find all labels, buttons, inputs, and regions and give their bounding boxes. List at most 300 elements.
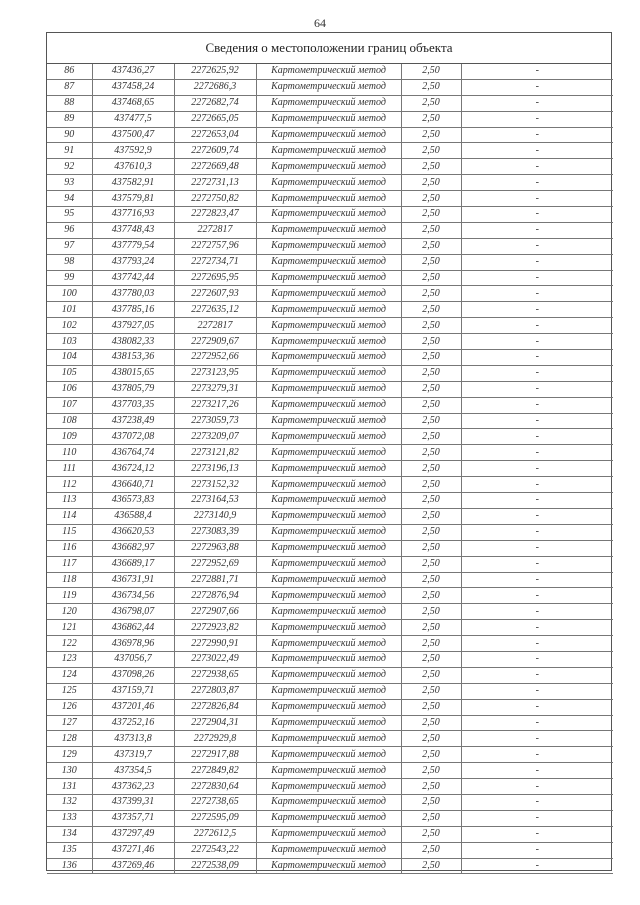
description-cell: - xyxy=(461,286,613,302)
y-coordinate-cell: 2272635,12 xyxy=(174,302,256,318)
description-cell: - xyxy=(461,397,613,413)
description-cell: - xyxy=(461,334,613,350)
y-coordinate-cell: 2273140,9 xyxy=(174,508,256,524)
description-cell: - xyxy=(461,636,613,652)
table-row xyxy=(47,508,613,524)
accuracy-cell: 2,50 xyxy=(401,747,461,763)
y-coordinate-cell: 2272738,65 xyxy=(174,794,256,810)
accuracy-cell: 2,50 xyxy=(401,508,461,524)
method-cell: Картометрический метод xyxy=(256,858,401,874)
table-row xyxy=(47,334,613,350)
description-cell: - xyxy=(461,715,613,731)
x-coordinate-cell: 436640,71 xyxy=(92,477,174,493)
description-cell: - xyxy=(461,604,613,620)
x-coordinate-cell: 437780,03 xyxy=(92,286,174,302)
point-number-cell: 107 xyxy=(47,397,92,413)
accuracy-cell: 2,50 xyxy=(401,493,461,509)
point-number-cell: 93 xyxy=(47,175,92,191)
accuracy-cell: 2,50 xyxy=(401,397,461,413)
accuracy-cell: 2,50 xyxy=(401,858,461,874)
description-cell: - xyxy=(461,493,613,509)
accuracy-cell: 2,50 xyxy=(401,334,461,350)
accuracy-cell: 2,50 xyxy=(401,826,461,842)
method-cell: Картометрический метод xyxy=(256,334,401,350)
y-coordinate-cell: 2272607,93 xyxy=(174,286,256,302)
point-number-cell: 95 xyxy=(47,207,92,223)
x-coordinate-cell: 437354,5 xyxy=(92,763,174,779)
point-number-cell: 128 xyxy=(47,731,92,747)
x-coordinate-cell: 437313,8 xyxy=(92,731,174,747)
x-coordinate-cell: 436764,74 xyxy=(92,445,174,461)
table-row xyxy=(47,636,613,652)
accuracy-cell: 2,50 xyxy=(401,79,461,95)
method-cell: Картометрический метод xyxy=(256,238,401,254)
point-number-cell: 108 xyxy=(47,413,92,429)
accuracy-cell: 2,50 xyxy=(401,111,461,127)
point-number-cell: 113 xyxy=(47,493,92,509)
method-cell: Картометрический метод xyxy=(256,111,401,127)
description-cell: - xyxy=(461,747,613,763)
point-number-cell: 120 xyxy=(47,604,92,620)
point-number-cell: 86 xyxy=(47,64,92,79)
accuracy-cell: 2,50 xyxy=(401,461,461,477)
method-cell: Картометрический метод xyxy=(256,254,401,270)
table-row xyxy=(47,461,613,477)
accuracy-cell: 2,50 xyxy=(401,620,461,636)
table-row xyxy=(47,667,613,683)
table-row xyxy=(47,318,613,334)
x-coordinate-cell: 437477,5 xyxy=(92,111,174,127)
accuracy-cell: 2,50 xyxy=(401,731,461,747)
accuracy-cell: 2,50 xyxy=(401,524,461,540)
point-number-cell: 100 xyxy=(47,286,92,302)
table-row xyxy=(47,572,613,588)
accuracy-cell: 2,50 xyxy=(401,683,461,699)
x-coordinate-cell: 437098,26 xyxy=(92,667,174,683)
y-coordinate-cell: 2273022,49 xyxy=(174,651,256,667)
y-coordinate-cell: 2273152,32 xyxy=(174,477,256,493)
table-row xyxy=(47,445,613,461)
x-coordinate-cell: 437468,65 xyxy=(92,95,174,111)
y-coordinate-cell: 2272609,74 xyxy=(174,143,256,159)
point-number-cell: 112 xyxy=(47,477,92,493)
table-row xyxy=(47,858,613,874)
y-coordinate-cell: 2272881,71 xyxy=(174,572,256,588)
method-cell: Картометрический метод xyxy=(256,842,401,858)
point-number-cell: 94 xyxy=(47,191,92,207)
y-coordinate-cell: 2272803,87 xyxy=(174,683,256,699)
method-cell: Картометрический метод xyxy=(256,556,401,572)
x-coordinate-cell: 436724,12 xyxy=(92,461,174,477)
accuracy-cell: 2,50 xyxy=(401,604,461,620)
point-number-cell: 134 xyxy=(47,826,92,842)
description-cell: - xyxy=(461,79,613,95)
accuracy-cell: 2,50 xyxy=(401,222,461,238)
point-number-cell: 129 xyxy=(47,747,92,763)
y-coordinate-cell: 2273279,31 xyxy=(174,381,256,397)
accuracy-cell: 2,50 xyxy=(401,810,461,826)
coordinates-table xyxy=(47,64,613,874)
x-coordinate-cell: 437362,23 xyxy=(92,779,174,795)
y-coordinate-cell: 2272849,82 xyxy=(174,763,256,779)
x-coordinate-cell: 437357,71 xyxy=(92,810,174,826)
method-cell: Картометрический метод xyxy=(256,302,401,318)
method-cell: Картометрический метод xyxy=(256,270,401,286)
point-number-cell: 103 xyxy=(47,334,92,350)
point-number-cell: 114 xyxy=(47,508,92,524)
table-row xyxy=(47,175,613,191)
y-coordinate-cell: 2272826,84 xyxy=(174,699,256,715)
method-cell: Картометрический метод xyxy=(256,683,401,699)
table-row xyxy=(47,381,613,397)
y-coordinate-cell: 2272817 xyxy=(174,318,256,334)
method-cell: Картометрический метод xyxy=(256,524,401,540)
description-cell: - xyxy=(461,651,613,667)
table-row xyxy=(47,159,613,175)
table-row xyxy=(47,604,613,620)
point-number-cell: 116 xyxy=(47,540,92,556)
method-cell: Картометрический метод xyxy=(256,318,401,334)
table-row xyxy=(47,207,613,223)
y-coordinate-cell: 2272823,47 xyxy=(174,207,256,223)
method-cell: Картометрический метод xyxy=(256,779,401,795)
description-cell: - xyxy=(461,540,613,556)
description-cell: - xyxy=(461,127,613,143)
accuracy-cell: 2,50 xyxy=(401,651,461,667)
point-number-cell: 106 xyxy=(47,381,92,397)
description-cell: - xyxy=(461,461,613,477)
method-cell: Картометрический метод xyxy=(256,636,401,652)
point-number-cell: 111 xyxy=(47,461,92,477)
point-number-cell: 119 xyxy=(47,588,92,604)
y-coordinate-cell: 2273083,39 xyxy=(174,524,256,540)
y-coordinate-cell: 2272734,71 xyxy=(174,254,256,270)
x-coordinate-cell: 437805,79 xyxy=(92,381,174,397)
accuracy-cell: 2,50 xyxy=(401,286,461,302)
y-coordinate-cell: 2273123,95 xyxy=(174,365,256,381)
table-row xyxy=(47,524,613,540)
point-number-cell: 101 xyxy=(47,302,92,318)
y-coordinate-cell: 2272990,91 xyxy=(174,636,256,652)
description-cell: - xyxy=(461,318,613,334)
x-coordinate-cell: 437716,93 xyxy=(92,207,174,223)
y-coordinate-cell: 2272917,88 xyxy=(174,747,256,763)
description-cell: - xyxy=(461,238,613,254)
method-cell: Картометрический метод xyxy=(256,572,401,588)
table-row xyxy=(47,826,613,842)
accuracy-cell: 2,50 xyxy=(401,127,461,143)
y-coordinate-cell: 2272907,66 xyxy=(174,604,256,620)
table-row xyxy=(47,413,613,429)
accuracy-cell: 2,50 xyxy=(401,238,461,254)
y-coordinate-cell: 2272543,22 xyxy=(174,842,256,858)
description-cell: - xyxy=(461,667,613,683)
method-cell: Картометрический метод xyxy=(256,493,401,509)
accuracy-cell: 2,50 xyxy=(401,667,461,683)
method-cell: Картометрический метод xyxy=(256,286,401,302)
point-number-cell: 110 xyxy=(47,445,92,461)
description-cell: - xyxy=(461,477,613,493)
accuracy-cell: 2,50 xyxy=(401,588,461,604)
table-row xyxy=(47,222,613,238)
method-cell: Картометрический метод xyxy=(256,143,401,159)
accuracy-cell: 2,50 xyxy=(401,381,461,397)
point-number-cell: 121 xyxy=(47,620,92,636)
point-number-cell: 133 xyxy=(47,810,92,826)
table-row xyxy=(47,79,613,95)
method-cell: Картометрический метод xyxy=(256,763,401,779)
method-cell: Картометрический метод xyxy=(256,429,401,445)
point-number-cell: 91 xyxy=(47,143,92,159)
y-coordinate-cell: 2272625,92 xyxy=(174,64,256,79)
description-cell: - xyxy=(461,207,613,223)
method-cell: Картометрический метод xyxy=(256,747,401,763)
description-cell: - xyxy=(461,445,613,461)
x-coordinate-cell: 436731,91 xyxy=(92,572,174,588)
accuracy-cell: 2,50 xyxy=(401,779,461,795)
x-coordinate-cell: 437072,08 xyxy=(92,429,174,445)
method-cell: Картометрический метод xyxy=(256,794,401,810)
x-coordinate-cell: 437742,44 xyxy=(92,270,174,286)
accuracy-cell: 2,50 xyxy=(401,95,461,111)
point-number-cell: 88 xyxy=(47,95,92,111)
description-cell: - xyxy=(461,429,613,445)
description-cell: - xyxy=(461,779,613,795)
table-row xyxy=(47,397,613,413)
x-coordinate-cell: 436682,97 xyxy=(92,540,174,556)
y-coordinate-cell: 2272669,48 xyxy=(174,159,256,175)
x-coordinate-cell: 436588,4 xyxy=(92,508,174,524)
description-cell: - xyxy=(461,524,613,540)
description-cell: - xyxy=(461,572,613,588)
description-cell: - xyxy=(461,111,613,127)
accuracy-cell: 2,50 xyxy=(401,763,461,779)
point-number-cell: 125 xyxy=(47,683,92,699)
point-number-cell: 135 xyxy=(47,842,92,858)
y-coordinate-cell: 2272952,69 xyxy=(174,556,256,572)
y-coordinate-cell: 2272817 xyxy=(174,222,256,238)
y-coordinate-cell: 2273059,73 xyxy=(174,413,256,429)
accuracy-cell: 2,50 xyxy=(401,413,461,429)
table-row xyxy=(47,588,613,604)
point-number-cell: 124 xyxy=(47,667,92,683)
table-row xyxy=(47,365,613,381)
x-coordinate-cell: 438082,33 xyxy=(92,334,174,350)
x-coordinate-cell: 437238,49 xyxy=(92,413,174,429)
description-cell: - xyxy=(461,222,613,238)
accuracy-cell: 2,50 xyxy=(401,794,461,810)
point-number-cell: 117 xyxy=(47,556,92,572)
x-coordinate-cell: 437297,49 xyxy=(92,826,174,842)
accuracy-cell: 2,50 xyxy=(401,636,461,652)
point-number-cell: 97 xyxy=(47,238,92,254)
table-row xyxy=(47,286,613,302)
description-cell: - xyxy=(461,413,613,429)
description-cell: - xyxy=(461,508,613,524)
point-number-cell: 122 xyxy=(47,636,92,652)
method-cell: Картометрический метод xyxy=(256,365,401,381)
y-coordinate-cell: 2272938,65 xyxy=(174,667,256,683)
description-cell: - xyxy=(461,731,613,747)
description-cell: - xyxy=(461,254,613,270)
accuracy-cell: 2,50 xyxy=(401,445,461,461)
point-number-cell: 102 xyxy=(47,318,92,334)
table-row xyxy=(47,794,613,810)
description-cell: - xyxy=(461,64,613,79)
accuracy-cell: 2,50 xyxy=(401,207,461,223)
accuracy-cell: 2,50 xyxy=(401,191,461,207)
method-cell: Картометрический метод xyxy=(256,95,401,111)
description-cell: - xyxy=(461,143,613,159)
method-cell: Картометрический метод xyxy=(256,397,401,413)
table-row xyxy=(47,747,613,763)
point-number-cell: 96 xyxy=(47,222,92,238)
x-coordinate-cell: 437579,81 xyxy=(92,191,174,207)
table-row xyxy=(47,143,613,159)
x-coordinate-cell: 437793,24 xyxy=(92,254,174,270)
point-number-cell: 99 xyxy=(47,270,92,286)
point-number-cell: 98 xyxy=(47,254,92,270)
description-cell: - xyxy=(461,302,613,318)
accuracy-cell: 2,50 xyxy=(401,318,461,334)
y-coordinate-cell: 2272682,74 xyxy=(174,95,256,111)
accuracy-cell: 2,50 xyxy=(401,270,461,286)
table-row xyxy=(47,556,613,572)
y-coordinate-cell: 2272595,09 xyxy=(174,810,256,826)
method-cell: Картометрический метод xyxy=(256,715,401,731)
accuracy-cell: 2,50 xyxy=(401,540,461,556)
x-coordinate-cell: 436689,17 xyxy=(92,556,174,572)
table-row xyxy=(47,64,613,79)
x-coordinate-cell: 437927,05 xyxy=(92,318,174,334)
x-coordinate-cell: 436862,44 xyxy=(92,620,174,636)
method-cell: Картометрический метод xyxy=(256,64,401,79)
point-number-cell: 127 xyxy=(47,715,92,731)
x-coordinate-cell: 437703,35 xyxy=(92,397,174,413)
point-number-cell: 105 xyxy=(47,365,92,381)
point-number-cell: 115 xyxy=(47,524,92,540)
y-coordinate-cell: 2272963,88 xyxy=(174,540,256,556)
method-cell: Картометрический метод xyxy=(256,222,401,238)
y-coordinate-cell: 2272876,94 xyxy=(174,588,256,604)
method-cell: Картометрический метод xyxy=(256,508,401,524)
method-cell: Картометрический метод xyxy=(256,191,401,207)
point-number-cell: 131 xyxy=(47,779,92,795)
description-cell: - xyxy=(461,270,613,286)
y-coordinate-cell: 2272612,5 xyxy=(174,826,256,842)
method-cell: Картометрический метод xyxy=(256,350,401,366)
description-cell: - xyxy=(461,95,613,111)
y-coordinate-cell: 2273196,13 xyxy=(174,461,256,477)
description-cell: - xyxy=(461,699,613,715)
point-number-cell: 118 xyxy=(47,572,92,588)
description-cell: - xyxy=(461,826,613,842)
y-coordinate-cell: 2272695,95 xyxy=(174,270,256,286)
x-coordinate-cell: 437201,46 xyxy=(92,699,174,715)
accuracy-cell: 2,50 xyxy=(401,699,461,715)
y-coordinate-cell: 2272929,8 xyxy=(174,731,256,747)
method-cell: Картометрический метод xyxy=(256,175,401,191)
x-coordinate-cell: 437610,3 xyxy=(92,159,174,175)
x-coordinate-cell: 437458,24 xyxy=(92,79,174,95)
table-row xyxy=(47,111,613,127)
x-coordinate-cell: 438015,65 xyxy=(92,365,174,381)
description-cell: - xyxy=(461,191,613,207)
table-row xyxy=(47,95,613,111)
description-cell: - xyxy=(461,810,613,826)
x-coordinate-cell: 437436,27 xyxy=(92,64,174,79)
method-cell: Картометрический метод xyxy=(256,667,401,683)
accuracy-cell: 2,50 xyxy=(401,302,461,318)
accuracy-cell: 2,50 xyxy=(401,175,461,191)
y-coordinate-cell: 2272686,3 xyxy=(174,79,256,95)
method-cell: Картометрический метод xyxy=(256,477,401,493)
description-cell: - xyxy=(461,381,613,397)
point-number-cell: 123 xyxy=(47,651,92,667)
point-number-cell: 87 xyxy=(47,79,92,95)
x-coordinate-cell: 436798,07 xyxy=(92,604,174,620)
table-row xyxy=(47,763,613,779)
method-cell: Картометрический метод xyxy=(256,381,401,397)
y-coordinate-cell: 2272757,96 xyxy=(174,238,256,254)
x-coordinate-cell: 437271,46 xyxy=(92,842,174,858)
description-cell: - xyxy=(461,794,613,810)
table-row xyxy=(47,477,613,493)
method-cell: Картометрический метод xyxy=(256,207,401,223)
accuracy-cell: 2,50 xyxy=(401,143,461,159)
table-row xyxy=(47,620,613,636)
x-coordinate-cell: 437319,7 xyxy=(92,747,174,763)
point-number-cell: 90 xyxy=(47,127,92,143)
point-number-cell: 89 xyxy=(47,111,92,127)
method-cell: Картометрический метод xyxy=(256,588,401,604)
x-coordinate-cell: 437399,31 xyxy=(92,794,174,810)
y-coordinate-cell: 2273209,07 xyxy=(174,429,256,445)
x-coordinate-cell: 438153,36 xyxy=(92,350,174,366)
point-number-cell: 130 xyxy=(47,763,92,779)
x-coordinate-cell: 437500,47 xyxy=(92,127,174,143)
x-coordinate-cell: 436734,56 xyxy=(92,588,174,604)
accuracy-cell: 2,50 xyxy=(401,365,461,381)
y-coordinate-cell: 2273121,82 xyxy=(174,445,256,461)
y-coordinate-cell: 2272830,64 xyxy=(174,779,256,795)
method-cell: Картометрический метод xyxy=(256,461,401,477)
method-cell: Картометрический метод xyxy=(256,159,401,175)
x-coordinate-cell: 437056,7 xyxy=(92,651,174,667)
accuracy-cell: 2,50 xyxy=(401,254,461,270)
y-coordinate-cell: 2272952,66 xyxy=(174,350,256,366)
table-row xyxy=(47,191,613,207)
description-cell: - xyxy=(461,763,613,779)
point-number-cell: 126 xyxy=(47,699,92,715)
method-cell: Картометрический метод xyxy=(256,826,401,842)
description-cell: - xyxy=(461,683,613,699)
description-cell: - xyxy=(461,175,613,191)
x-coordinate-cell: 437592,9 xyxy=(92,143,174,159)
point-number-cell: 136 xyxy=(47,858,92,874)
description-cell: - xyxy=(461,588,613,604)
x-coordinate-cell: 437748,43 xyxy=(92,222,174,238)
y-coordinate-cell: 2272731,13 xyxy=(174,175,256,191)
page-number: 64 xyxy=(314,16,326,30)
y-coordinate-cell: 2272750,82 xyxy=(174,191,256,207)
table-row xyxy=(47,270,613,286)
table-row xyxy=(47,842,613,858)
table-row xyxy=(47,731,613,747)
table-row xyxy=(47,238,613,254)
table-row xyxy=(47,651,613,667)
y-coordinate-cell: 2273164,53 xyxy=(174,493,256,509)
